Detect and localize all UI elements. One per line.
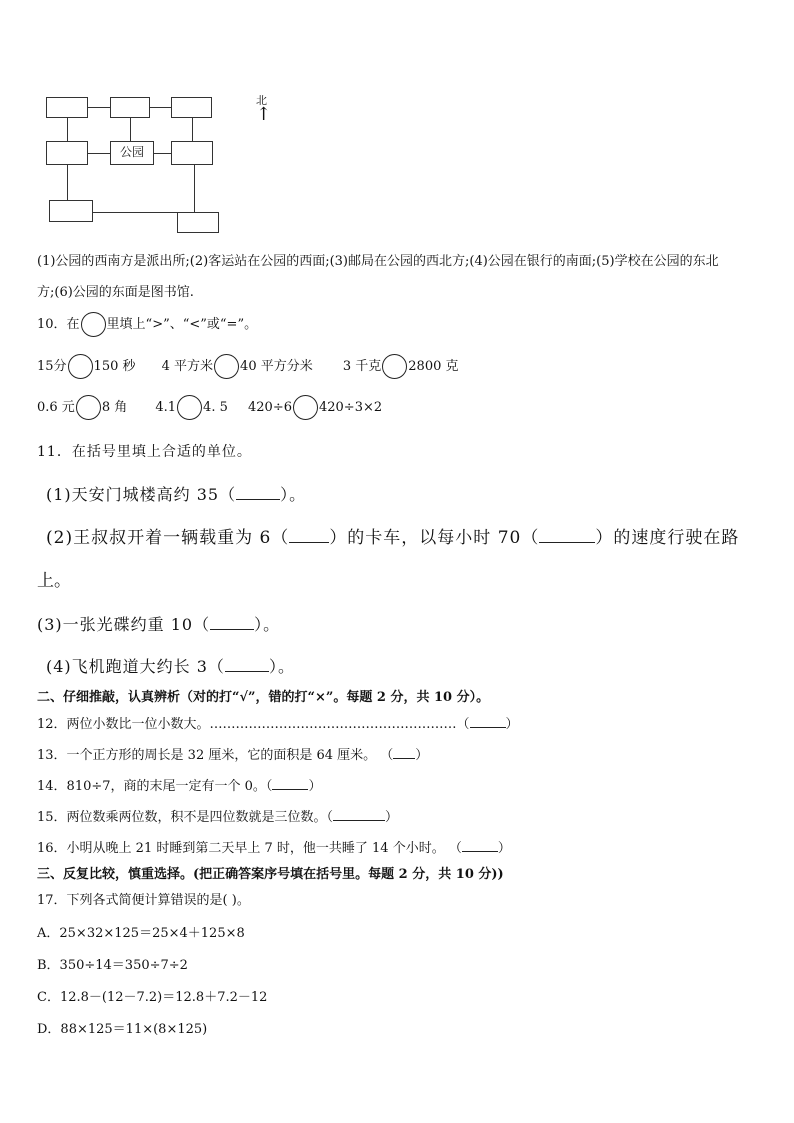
map-box-park [110,141,154,165]
map-line [88,153,110,154]
option-d: D．88×125＝11×(8×125) [37,1022,208,1037]
option-a: A．25×32×125＝25×4＋125×8 [37,926,245,941]
q12: 12．两位小数比一位小数大。…………………………………………………（ ） [37,717,519,732]
option-c: C．12.8－(12－7.2)＝12.8＋7.2－12 [37,990,268,1005]
q10-title: 10．在 里填上“>”、“<”或“=”。 [37,312,257,337]
map-box-east [171,141,213,165]
map-box-west [46,141,88,165]
map-line [150,107,171,108]
q10-row-2 [37,395,382,420]
map-box-northeast [171,97,212,118]
compare-circle[interactable] [81,312,106,337]
map-box-southwest [49,200,93,222]
q10-item: 4.1 4. 5 [155,400,232,415]
q17: 17．下列各式简便计算错误的是( )。 [37,893,250,908]
park-label: 公园 [119,145,144,159]
map-line [93,212,177,213]
q13: 13．一个正方形的周长是 32 厘米，它的面积是 64 厘米。 （ ） [37,748,429,763]
answer-blank[interactable] [470,715,506,728]
map-line [67,117,68,141]
q15: 15．两位数乘两位数，积不是四位数就是三位数。（ ） [37,810,399,825]
answer-blank[interactable] [225,657,269,672]
answer-blank[interactable] [462,839,498,852]
clue-line-1: (1)公园的西南方是派出所;(2)客运站在公园的西面;(3)邮局在公园的西北方;(4)公园在银行的南面;(5)学校在公园的东北 [37,254,719,269]
answer-blank[interactable] [289,527,329,543]
q10-item: 0.6 元 8 角 [37,400,131,415]
q10-item: 15分 150 秒 [37,359,140,374]
option-b: B．350÷14＝350÷7÷2 [37,958,188,973]
map-box-north [110,97,150,118]
answer-blank[interactable] [210,615,254,630]
compare-circle[interactable] [214,354,239,379]
map-line [194,164,195,212]
compare-circle[interactable] [382,354,407,379]
answer-blank[interactable] [393,746,415,759]
map-line [88,107,110,108]
compare-circle[interactable] [177,395,202,420]
q16: 16．小明从晚上 21 时睡到第二天早上 7 时，他一共睡了 14 个小时。 （ ） [37,841,511,856]
q11-part-4: (4)飞机跑道大约长 3（ ）。 [46,657,295,676]
q11-part-1: (1)天安门城楼高约 35（ ）。 [46,485,307,504]
answer-blank[interactable] [539,527,595,543]
clue-line-2: 方;(6)公园的东面是图书馆. [37,285,194,300]
q10-item: 420÷6 420÷3×2 [248,400,382,415]
q14: 14．810÷7，商的末尾一定有一个 0。（ ） [37,779,322,794]
north-arrow-icon: ↑ [256,104,272,125]
compare-circle[interactable] [76,395,101,420]
q11-part-3: (3)一张光碟约重 10（ ）。 [37,615,281,634]
map-line [192,117,193,141]
map-box-northwest [46,97,88,118]
q11-part-2-cont: 上。 [37,571,71,591]
map-line [130,117,131,141]
map-line [154,153,171,154]
q11-title: 11．在括号里填上合适的单位。 [37,444,252,460]
q10-item: 3 千克 2800 克 [343,359,459,374]
answer-blank[interactable] [236,485,280,500]
q10-item: 4 平方米 40 平方分米 [162,359,317,374]
q10-row-1 [37,354,459,379]
compare-circle[interactable] [293,395,318,420]
north-label: 北 [256,94,267,107]
section-3-heading: 三、反复比较，慎重选择。(把正确答案序号填在括号里。每题 2 分，共 10 分)) [37,867,504,882]
map-line [67,164,68,200]
answer-blank[interactable] [333,808,385,821]
q11-part-2: (2)王叔叔开着一辆载重为 6（ ）的卡车，以每小时 70（ ）的速度行驶在路 [46,528,740,548]
answer-blank[interactable] [272,777,308,790]
section-2-heading: 二、仔细推敲，认真辨析（对的打“√”，错的打“×”。每题 2 分，共 10 分）。 [37,690,490,705]
map-box-southeast [177,212,219,233]
compare-circle[interactable] [68,354,93,379]
